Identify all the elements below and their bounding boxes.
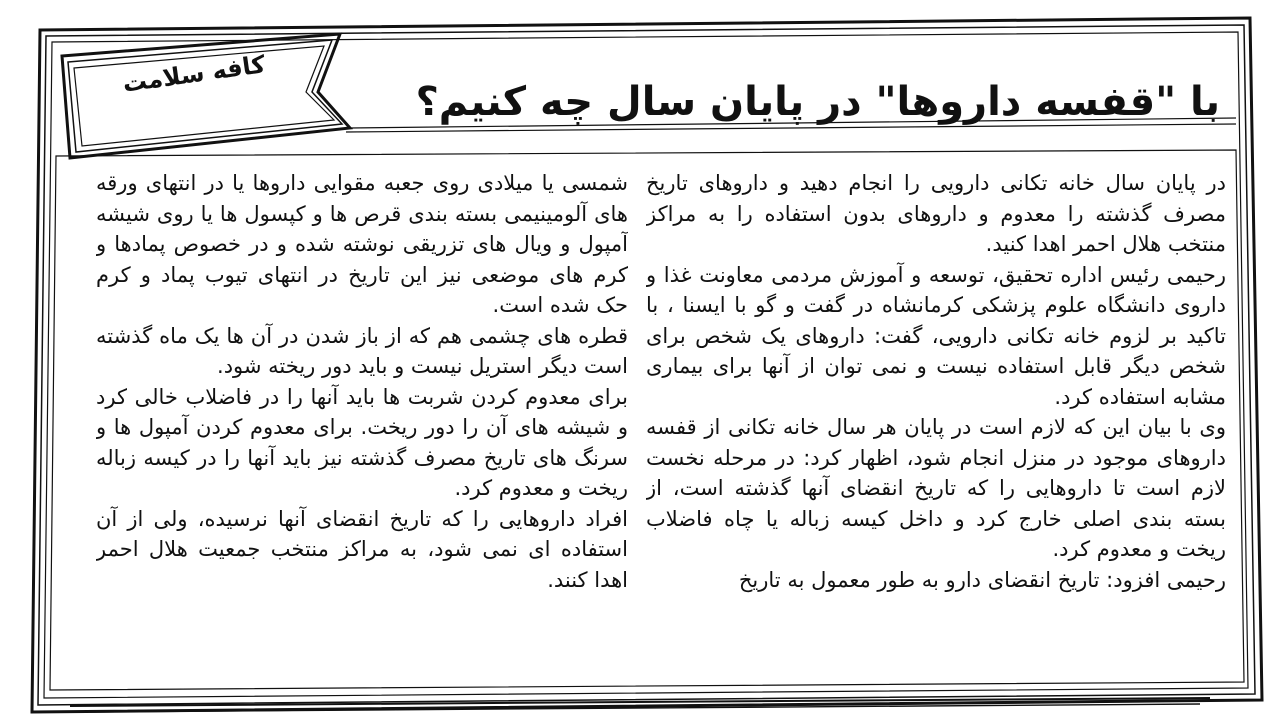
paragraph: برای معدوم کردن شربت ها باید آنها را در فاضلاب خالی کرد و شیشه های آن را دور ریخت. برای معدوم کردن آمپول ها و سرنگ های تاریخ مصرف گذشته نیز باید آنها را در کیسه زباله ریخت و معدوم کرد. xyxy=(96,384,628,500)
paragraph: در پایان سال خانه تکانی دارویی را انجام دهید و داروهای تاریخ مصرف گذشته را معدوم و داروهای بدون استفاده را به مراکز منتخب هلال احمر اهدا کنید. xyxy=(646,171,1226,256)
paragraph: وی با بیان این که لازم است در پایان هر سال خانه تکانی از قفسه داروهای موجود در منزل انجام شود، اظهار کرد: در مرحله نخست لازم است تا داروهایی را که تاریخ انقضای آنها گذشته است، از بسته بندی اصلی خارج کرد و داخل کیسه زباله یا چاه فاضلاب ریخت و معدوم کرد. xyxy=(646,415,1226,561)
section-tag: کافه سلامت xyxy=(120,50,268,98)
paragraph: قطره های چشمی هم که از باز شدن در آن ها یک ماه گذشته است دیگر استریل نیست و باید دور ریخته شود. xyxy=(96,323,628,378)
left-column xyxy=(96,168,628,678)
paragraph: رحیمی افزود: تاریخ انقضای دارو به طور معمول به تاریخ xyxy=(738,567,1226,592)
paragraph: افراد داروهایی را که تاریخ انقضای آنها نرسیده، ولی از آن استفاده ای نمی شود، به مراکز منتخب جمعیت هلال احمر اهدا کنند. xyxy=(96,506,628,592)
paragraph: رحیمی رئیس اداره تحقیق، توسعه و آموزش مردمی معاونت غذا و داروی دانشگاه علوم پزشکی کرمانشاه در گفت و گو با ایسنا ، با تاکید بر لزوم خانه تکانی دارویی، گفت: داروهای یک شخص برای شخص دیگر قابل استفاده نیست و نمی توان از آنها برای بیماری مشابه استفاده کرد. xyxy=(646,262,1226,409)
headline: با "قفسه داروها" در پایان سال چه کنیم؟ xyxy=(415,79,1220,125)
right-column xyxy=(646,168,1226,678)
paragraph: شمسی یا میلادی روی جعبه مقوایی داروها یا در انتهای ورقه های آلومینیمی بسته بندی قرص ها و کپسول ها یا روی شیشه آمپول و ویال های تزریقی نوشته شده و در خصوص پمادها و کرم های موضعی نیز این تاریخ در انتهای تیوب پماد و کرم حک شده است. xyxy=(96,171,628,317)
